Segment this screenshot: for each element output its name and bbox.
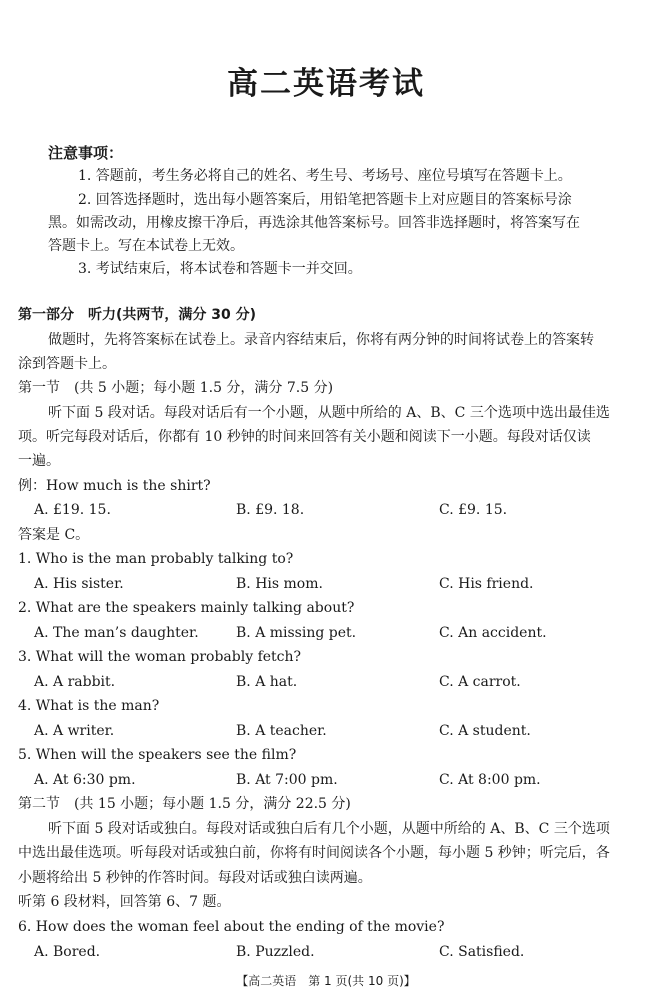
question-4-option-a: A. A writer. [34, 723, 115, 739]
question-6-option-a: A. Bored. [34, 944, 101, 960]
example-option-b: B. £9. 18. [236, 502, 305, 518]
question-3-option-b: B. A hat. [236, 674, 298, 690]
section1-instr-line-3: 一遍。 [18, 453, 60, 469]
notice-item-1: 1. 答题前，考生务必将自己的姓名、考生号、考场号、座位号填写在答题卡上。 [78, 168, 572, 184]
question-1: 1. Who is the man probably talking to? [18, 551, 294, 567]
section2-instr-line-2: 中选出最佳选项。听每段对话或独白前，你将有时间阅读各个小题，每小题 5 秒钟；听完后，各 [18, 845, 610, 861]
question-5-option-a: A. At 6:30 pm. [34, 772, 136, 788]
section1-heading: 第一节 (共 5 小题；每小题 1.5 分，满分 7.5 分) [18, 380, 334, 396]
example-answer: 答案是 C。 [18, 527, 90, 543]
question-6-option-c: C. Satisfied. [439, 944, 525, 960]
question-2: 2. What are the speakers mainly talking about? [18, 600, 355, 616]
question-3-option-c: C. A carrot. [439, 674, 521, 690]
example-question: 例：How much is the shirt? [18, 478, 211, 494]
part1-heading: 第一部分 听力(共两节，满分 30 分) [18, 307, 257, 323]
notice-item-3: 3. 考试结束后，将本试卷和答题卡一并交回。 [78, 261, 362, 277]
example-option-c: C. £9. 15. [439, 502, 508, 518]
question-4-option-c: C. A student. [439, 723, 531, 739]
question-4-option-b: B. A teacher. [236, 723, 327, 739]
question-4: 4. What is the man? [18, 698, 160, 714]
question-3-option-a: A. A rabbit. [34, 674, 116, 690]
notice-item-2-line-1: 2. 回答选择题时，选出每小题答案后，用铅笔把答题卡上对应题目的答案标号涂 [78, 192, 572, 208]
page-title: 高二英语考试 [227, 66, 425, 102]
section2-instr-line-1: 听下面 5 段对话或独白。每段对话或独白后有几个小题，从题中所给的 A、B、C 三个选项 [48, 821, 610, 837]
question-6: 6. How does the woman feel about the ending of the movie? [18, 919, 445, 935]
section1-instr-line-1: 听下面 5 段对话。每段对话后有一个小题，从题中所给的 A、B、C 三个选项中选出最佳选 [48, 405, 610, 421]
question-2-option-a: A. The man’s daughter. [34, 625, 199, 641]
section2-heading: 第二节 (共 15 小题；每小题 1.5 分，满分 22.5 分) [18, 796, 351, 812]
section1-instr-line-2: 项。听完每段对话后，你都有 10 秒钟的时间来回答有关小题和阅读下一小题。每段对话仅读 [18, 429, 591, 445]
question-2-option-c: C. An accident. [439, 625, 547, 641]
question-2-option-b: B. A missing pet. [236, 625, 357, 641]
material-6-note: 听第 6 段材料，回答第 6、7 题。 [18, 894, 231, 910]
question-5-option-b: B. At 7:00 pm. [236, 772, 338, 788]
page-footer: 【高二英语 第 1 页(共 10 页)】 [236, 974, 416, 988]
question-5-option-c: C. At 8:00 pm. [439, 772, 541, 788]
question-6-option-b: B. Puzzled. [236, 944, 315, 960]
notice-item-2-line-3: 答题卡上。写在本试卷上无效。 [48, 238, 244, 254]
question-1-option-c: C. His friend. [439, 576, 534, 592]
question-1-option-b: B. His mom. [236, 576, 323, 592]
part1-intro-line-1: 做题时，先将答案标在试卷上。录音内容结束后，你将有两分钟的时间将试卷上的答案转 [48, 332, 594, 348]
notice-heading: 注意事项： [48, 144, 124, 162]
notice-item-2-line-2: 黑。如需改动，用橡皮擦干净后，再选涂其他答案标号。回答非选择题时，将答案写在 [48, 215, 580, 231]
example-option-a: A. £19. 15. [34, 502, 111, 518]
question-1-option-a: A. His sister. [34, 576, 124, 592]
question-3: 3. What will the woman probably fetch? [18, 649, 302, 665]
question-5: 5. When will the speakers see the film? [18, 747, 297, 763]
part1-intro-line-2: 涂到答题卡上。 [18, 356, 116, 372]
section2-instr-line-3: 小题将给出 5 秒钟的作答时间。每段对话或独白读两遍。 [18, 870, 372, 886]
